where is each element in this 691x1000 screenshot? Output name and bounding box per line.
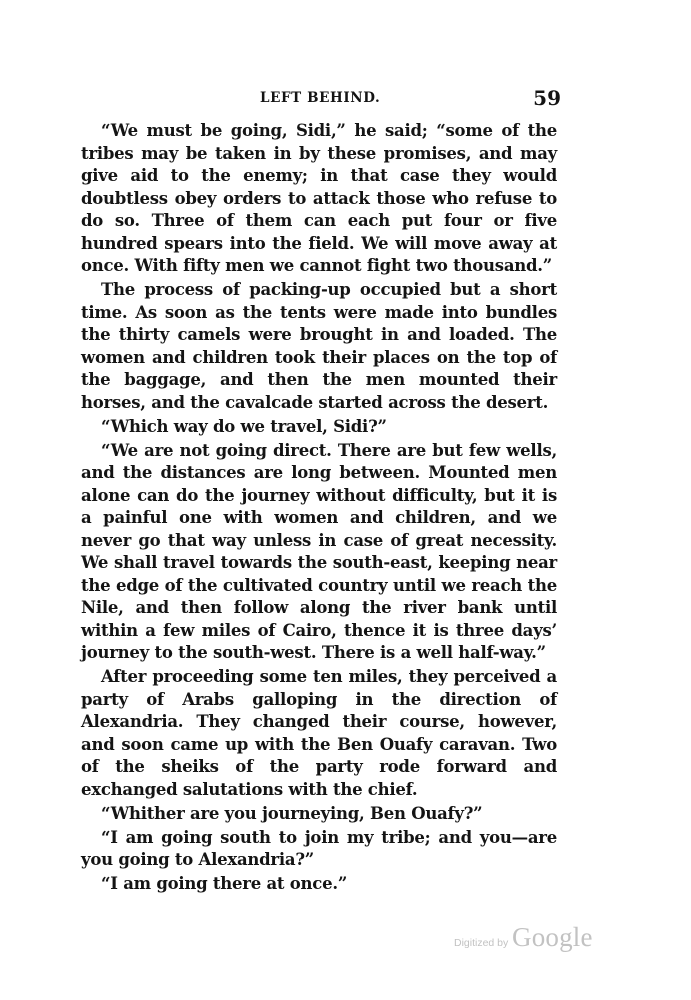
- body-text: [81, 120, 557, 896]
- paragraph: “I am going south to join my tribe; and you—are you going to Alexandria?”: [81, 827, 557, 869]
- paragraph: “Whither are you journeying, Ben Ouafy?”: [101, 803, 483, 823]
- paragraph: The process of packing-up occupied but a short time. As soon as the tents were made into bundles the thirty camels were brought in and loaded. The women and children took their places on the top of the baggage, and then the men mounted their horses, and the cavalcade started across the desert.: [81, 280, 557, 412]
- page-number: 59: [533, 86, 561, 110]
- watermark-prefix: Digitized by: [454, 937, 509, 949]
- paragraph: After proceeding some ten miles, they perceived a party of Arabs galloping in the direction of Alexandria. They changed their course, however, and soon came up with the Ben Ouafy caravan. Two of the sheiks of the party rode forward and exchanged salutations with the chief.: [81, 667, 557, 799]
- paragraph: “We must be going, Sidi,” he said; “some of the tribes may be taken in by these promises, and may give aid to the enemy; in that case they would doubtless obey orders to attack those who refuse to do so. Three of them can each put four or five hundred spears into the field. We will move away at once. With fifty men we cannot fight two thousand.”: [81, 121, 557, 275]
- running-header: [80, 88, 559, 112]
- paragraph: “Which way do we travel, Sidi?”: [101, 416, 387, 436]
- digitization-watermark: [454, 922, 614, 962]
- paragraph: “I am going there at once.”: [101, 874, 348, 893]
- watermark-brand: Google: [512, 922, 593, 952]
- running-title: LEFT BEHIND.: [260, 90, 381, 106]
- paragraph: “We are not going direct. There are but few wells, and the distances are long between. Mounted men alone can do the journey without difficulty, but it is a painful one with women and children, and we never go that way unless in case of great necessity. We shall travel towards the south-east, keeping near the edge of the cultivated country until we reach the Nile, and then follow along the river bank until within a few miles of Cairo, thence it is three days’ journey to the south-west. There is a well half-way.”: [81, 440, 557, 662]
